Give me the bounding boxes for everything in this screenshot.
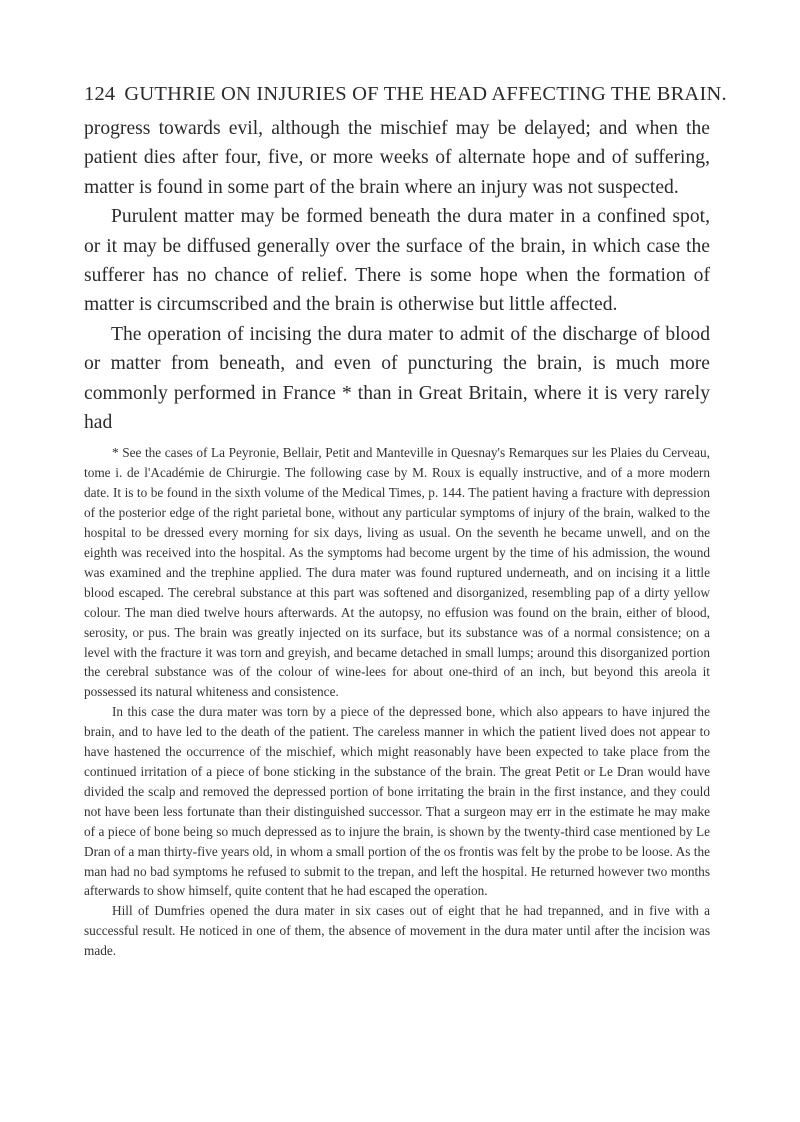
- page-number: 124: [84, 83, 116, 105]
- body-paragraph-incising-dura-mater: The operation of incising the dura mater to admit of the discharge of blood or matter from beneath, and even of puncturing the brain, is much more commonly performed in France * than in Great Britain, where it is very rarely had: [84, 323, 710, 434]
- footnote-paragraph-roux-case: * See the cases of La Peyronie, Bellair, Petit and Manteville in Quesnay's Remarques sur les Plaies du Cerveau, tome i. de l'Académie de Chirurgie. The following case by M. Roux is equally instructive, and of a more modern date. It is to be found in the sixth volume of the Medical Times, p. 144. The patient having a fracture with depression of the posterior edge of the right parietal bone, without any particular symptoms of injury of the brain, walked to the hospital to be dressed every morning for six days, living as usual. On the seventh he became unwell, and on the eighth was received into the hospital. As the symptoms had become urgent by the time of his admission, the wound was examined and the trephine applied. The dura mater was found ruptured underneath, and on incising it a little blood escaped. The cerebral substance at this part was softened and disorganized, resembling pap of a dirty yellow colour. The man died twelve hours afterwards. At the autopsy, no effusion was found on the brain, either of blood, serosity, or pus. The brain was greatly injected on its surface, but its substance was of a normal consistence; on a level with the fracture it was torn and greyish, and became detached in small lumps; around this disorganized portion the cerebral substance was of the colour of wine-lees for about one-third of an inch, but beyond this areola it possessed its natural whiteness and consistence.: [84, 445, 710, 700]
- body-paragraph-continued: progress towards evil, although the mischief may be delayed; and when the patient dies after four, five, or more weeks of alternate hope and of suffering, matter is found in some part of the brain where an injury was not suspected.: [84, 118, 710, 198]
- main-text: [84, 114, 710, 437]
- footnote-paragraph-commentary: In this case the dura mater was torn by a piece of the depressed bone, which also appears to have injured the brain, and to have led to the death of the patient. The careless manner in which the patient lived does not appear to have hastened the occurrence of the mischief, which might reasonably have been expected to take place from the continued irritation of a piece of bone sticking in the substance of the brain. The great Petit or Le Dran would have divided the scalp and removed the depressed portion of bone irritating the brain in the first instance, and they could not have been less fortunate than their distinguished successor. That a surgeon may err in the estimate he may make of a piece of bone being so much depressed as to injure the brain, is shown by the twenty-third case mentioned by Le Dran of a man thirty-five years old, in whom a small portion of the os frontis was felt by the probe to be loose. As the man had no bad symptoms he refused to submit to the trepan, and left the hospital. He returned however two months afterwards to show himself, quite content that he had escaped the operation.: [84, 704, 710, 899]
- footnote-paragraph-hill-of-dumfries: Hill of Dumfries opened the dura mater in six cases out of eight that he had trepanned, and in five with a successful result. He noticed in one of them, the absence of movement in the dura mater until after the incision was made.: [84, 903, 710, 959]
- running-header: [84, 80, 727, 108]
- footnotes: [84, 443, 710, 961]
- body-paragraph-purulent-matter: Purulent matter may be formed beneath the dura mater in a confined spot, or it may be diffused generally over the surface of the brain, in which case the sufferer has no chance of relief. There is some hope when the formation of matter is circumscribed and the brain is otherwise but little affected.: [84, 206, 710, 316]
- book-page: [84, 80, 727, 961]
- running-title: GUTHRIE ON INJURIES OF THE HEAD AFFECTING THE BRAIN.: [124, 83, 727, 105]
